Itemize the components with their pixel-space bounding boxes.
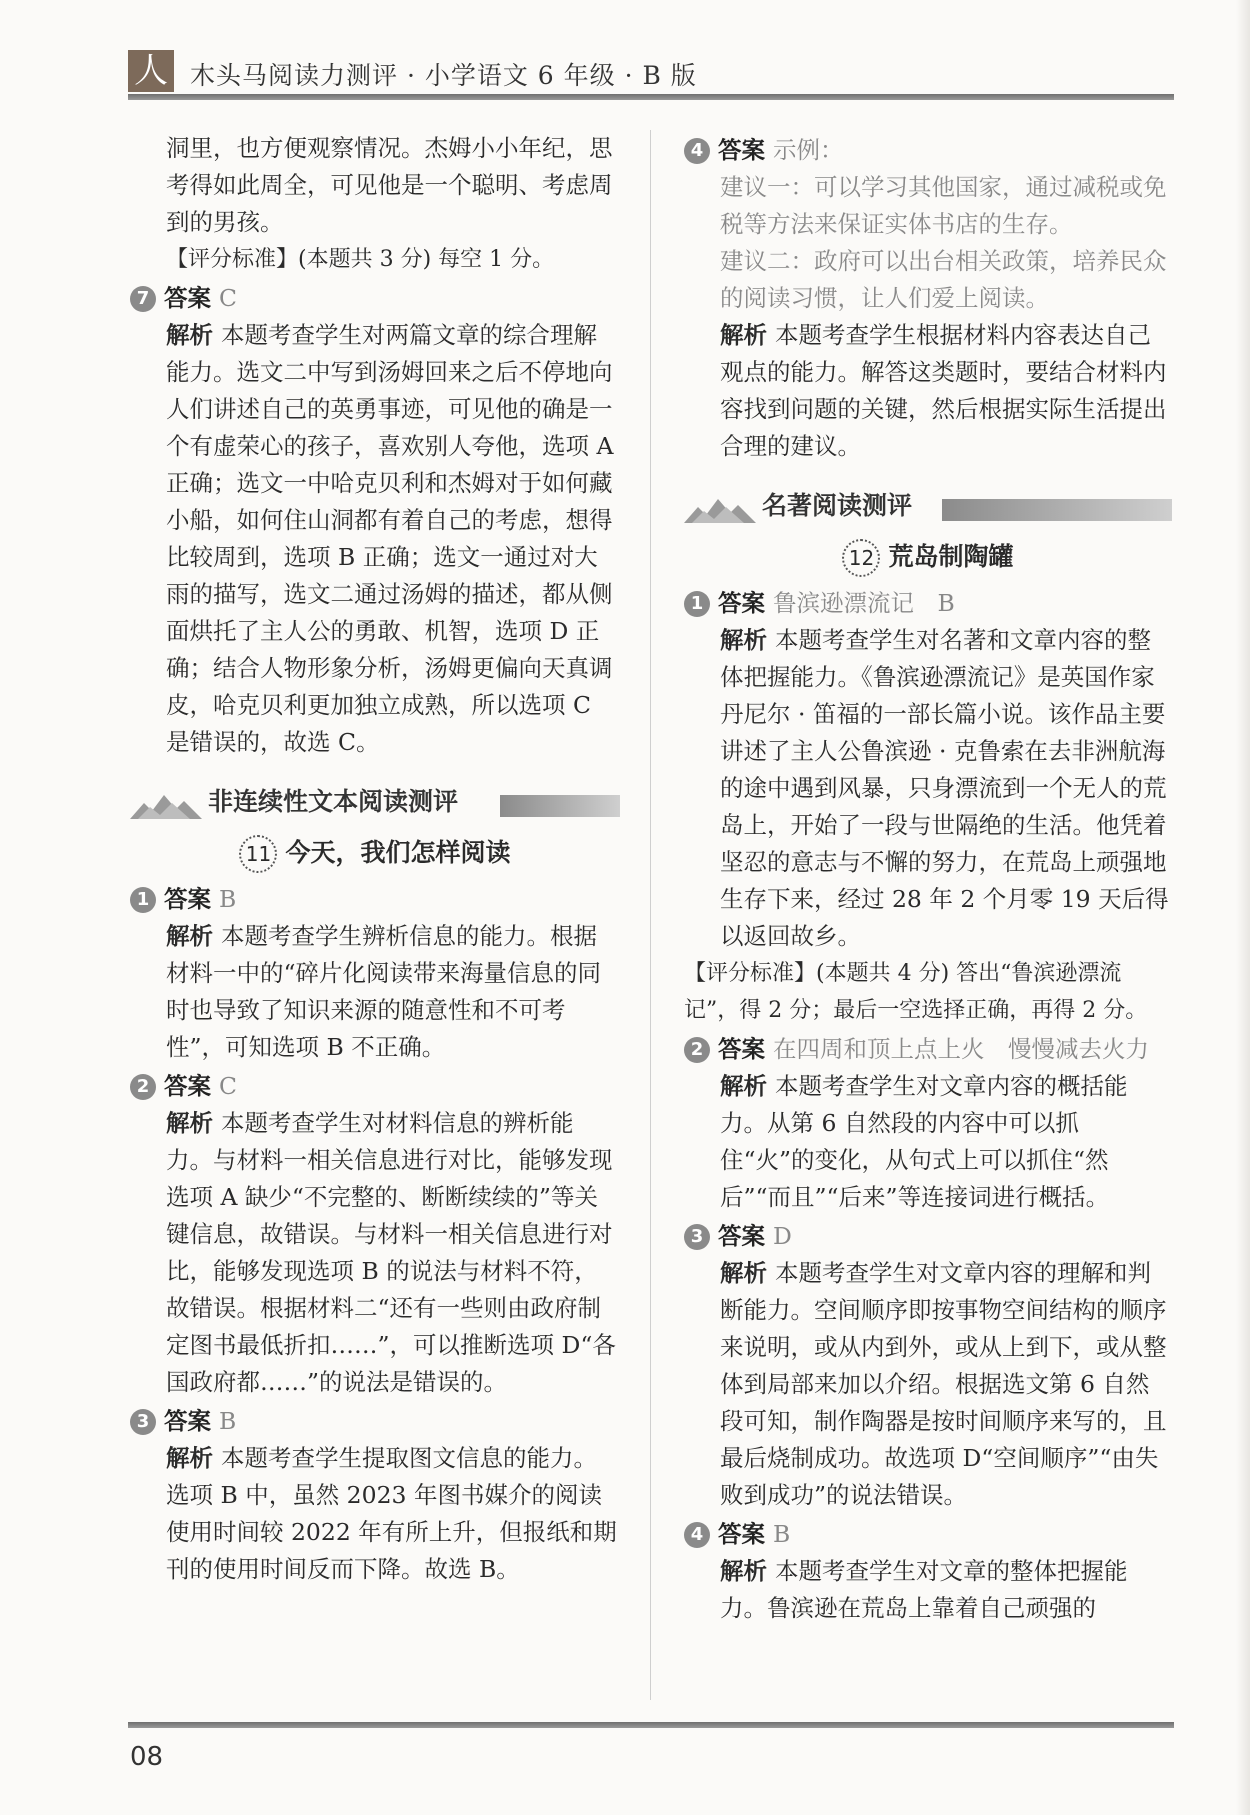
answer-row-q4-right (684, 132, 1172, 169)
answer-label: 答案 (164, 284, 211, 312)
explanation-q1-left (130, 918, 620, 1066)
explanation-label: 解析 (166, 1109, 213, 1137)
explanation-text: 本题考查学生对两篇文章的综合理解能力。选文二中写到汤姆回来之后不停地向人们讲述自己的英勇事迹，可见他的确是一个有虚荣心的孩子，喜欢别人夸他，选项 A 正确；选文一中哈克贝利和杰姆对于如何藏小船，如何住山洞都有着自己的考虑，想得比较周到，选项 B 正确；选文一通过对大雨的描写，选文二通过汤姆的描述，都从侧面烘托了主人公的勇敢、机智，选项 D 正确；结合人物形象分析，汤姆更偏向天真调皮，哈克贝利更加独立成熟，所以选项 C 是错误的，故选 C。 (166, 321, 614, 756)
logo: 人 (128, 50, 174, 92)
answer-value: C (219, 1072, 237, 1100)
article-title-text: 荒岛制陶罐 (888, 542, 1014, 571)
explanation-label: 解析 (720, 1557, 767, 1585)
footer-rule (128, 1722, 1174, 1728)
question-number: 4 (684, 138, 710, 164)
explanation-label: 解析 (720, 626, 767, 654)
answer-label: 答案 (718, 1035, 765, 1063)
article-title-11 (130, 833, 620, 873)
page-number: 08 (130, 1742, 164, 1772)
answer-value: D (773, 1222, 792, 1250)
explanation-text: 本题考查学生对文章的整体把握能力。鲁滨逊在荒岛上靠着自己顽强的 (720, 1557, 1128, 1622)
question-number: 1 (684, 591, 710, 617)
question-number: 1 (130, 887, 156, 913)
section-title: 非连续性文本阅读测评 (208, 787, 459, 816)
question-number: 2 (684, 1037, 710, 1063)
explanation-text: 本题考查学生对材料信息的辨析能力。与材料一相关信息进行对比，能够发现选项 A 缺少“不完整的、断断续续的”等关键信息，故错误。与材料一相关信息进行对比，能够发现选项 B 的说法与材料不符，故错误。根据材料二“还有一些则由政府制定图书最低折扣……”，可以推断选项 D“各国政府都……”的说法是错误的。 (166, 1109, 616, 1396)
explanation-label: 解析 (720, 321, 767, 349)
answer-label: 答案 (164, 1407, 211, 1435)
question-number: 4 (684, 1522, 710, 1548)
mountain-icon (684, 497, 756, 523)
explanation-label: 解析 (720, 1259, 767, 1287)
answer-row-q1-right (684, 585, 1172, 622)
explanation-label: 解析 (166, 321, 213, 349)
explanation-q1-right (684, 622, 1172, 955)
score-note: 【评分标准】(本题共 3 分) 每空 1 分。 (166, 247, 555, 272)
mountain-icon (130, 793, 202, 819)
column-divider (650, 130, 651, 1700)
answer-label: 答案 (718, 589, 765, 617)
intro-paragraph: 洞里，也方便观察情况。杰姆小小年纪，思考得如此周全，可见他是一个聪明、考虑周到的男孩。 (166, 134, 613, 236)
explanation-q2-left (130, 1105, 620, 1401)
section-bar (500, 795, 620, 817)
explanation-label: 解析 (166, 922, 213, 950)
answer-value: 在四周和顶上点上火 慢慢减去火力 (773, 1035, 1149, 1063)
explanation-q3-right (684, 1255, 1172, 1514)
explanation-q3-left (130, 1440, 620, 1588)
article-number: 11 (239, 835, 277, 873)
answer-row-q3-right (684, 1218, 1172, 1255)
explanation-q2-right (684, 1068, 1172, 1216)
suggestion-2: 建议二：政府可以出台相关政策，培养民众的阅读习惯，让人们爱上阅读。 (720, 247, 1167, 312)
answer-value: B (773, 1520, 791, 1548)
question-number: 7 (130, 286, 156, 312)
explanation-text: 本题考查学生辨析信息的能力。根据材料一中的“碎片化阅读带来海量信息的同时也导致了知识来源的随意性和不可考性”，可知选项 B 不正确。 (166, 922, 602, 1061)
question-number: 3 (684, 1224, 710, 1250)
answer-row-q4b-right (684, 1516, 1172, 1553)
page-edge (1236, 0, 1250, 1815)
explanation-label: 解析 (166, 1444, 213, 1472)
answer-label: 答案 (718, 136, 765, 164)
explanation-text: 本题考查学生对名著和文章内容的整体把握能力。《鲁滨逊漂流记》是英国作家丹尼尔 · 笛福的一部长篇小说。该作品主要讲述了主人公鲁滨逊 · 克鲁索在去非洲航海的途中遇到风暴，只身漂流到一个无人的荒岛上，开始了一段与世隔绝的生活。他凭着坚忍的意志与不懈的努力，在荒岛上顽强地生存下来，经过 28 年 2 个月零 19 天后得以返回故乡。 (720, 626, 1169, 950)
answer-row-q2-left (130, 1068, 620, 1105)
page-header (128, 46, 1174, 96)
answer-row-q2-right (684, 1031, 1172, 1068)
score-note-q1: 【评分标准】(本题共 4 分) 答出“鲁滨逊漂流记”，得 2 分；最后一空选择正确，再得 2 分。 (684, 961, 1148, 1023)
explanation-text: 本题考查学生根据材料内容表达自己观点的能力。解答这类题时，要结合材料内容找到问题的关键，然后根据实际生活提出合理的建议。 (720, 321, 1167, 460)
answer-row-q7 (130, 280, 620, 317)
explanation-q4-right (684, 317, 1172, 465)
section-bar (942, 499, 1172, 521)
answer-label: 答案 (164, 885, 211, 913)
suggestion-1: 建议一：可以学习其他国家，通过减税或免税等方法来保证实体书店的生存。 (720, 173, 1167, 238)
answer-value: 示例： (773, 136, 844, 164)
answer-value: C (219, 284, 237, 312)
explanation-q4b-right (684, 1553, 1172, 1627)
article-number: 12 (842, 539, 880, 577)
article-title-12 (684, 537, 1172, 577)
answer-value: 鲁滨逊漂流记 B (773, 589, 955, 617)
explanation-text: 本题考查学生提取图文信息的能力。选项 B 中，虽然 2023 年图书媒介的阅读使用时间较 2022 年有所上升，但报纸和期刊的使用时间反而下降。故选 B。 (166, 1444, 617, 1583)
answer-label: 答案 (164, 1072, 211, 1100)
section-banner-nonlinear (130, 781, 620, 823)
article-title-text: 今天，我们怎样阅读 (285, 838, 511, 867)
explanation-text: 本题考查学生对文章内容的理解和判断能力。空间顺序即按事物空间结构的顺序来说明，或从内到外，或从上到下，或从整体到局部来加以介绍。根据选文第 6 自然段可知，制作陶器是按时间顺序来写的，且最后烧制成功。故选项 D“空间顺序”“由失败到成功”的说法错误。 (720, 1259, 1167, 1509)
answer-label: 答案 (718, 1520, 765, 1548)
question-number: 3 (130, 1409, 156, 1435)
right-column (684, 130, 1172, 1627)
header-rule (128, 94, 1174, 100)
left-column (130, 130, 620, 1588)
header-title: 木头马阅读力测评 · 小学语文 6 年级 · B 版 (190, 61, 697, 90)
answer-row-q1-left (130, 881, 620, 918)
answer-row-q3-left (130, 1403, 620, 1440)
section-banner-classics (684, 485, 1172, 527)
question-number: 2 (130, 1074, 156, 1100)
answer-label: 答案 (718, 1222, 765, 1250)
answer-value: B (219, 885, 237, 913)
explanation-q7 (130, 317, 620, 761)
explanation-text: 本题考查学生对文章内容的概括能力。从第 6 自然段的内容中可以抓住“火”的变化，从句式上可以抓住“然后”“而且”“后来”等连接词进行概括。 (720, 1072, 1128, 1211)
section-title: 名著阅读测评 (762, 491, 913, 520)
answer-value: B (219, 1407, 237, 1435)
explanation-label: 解析 (720, 1072, 767, 1100)
